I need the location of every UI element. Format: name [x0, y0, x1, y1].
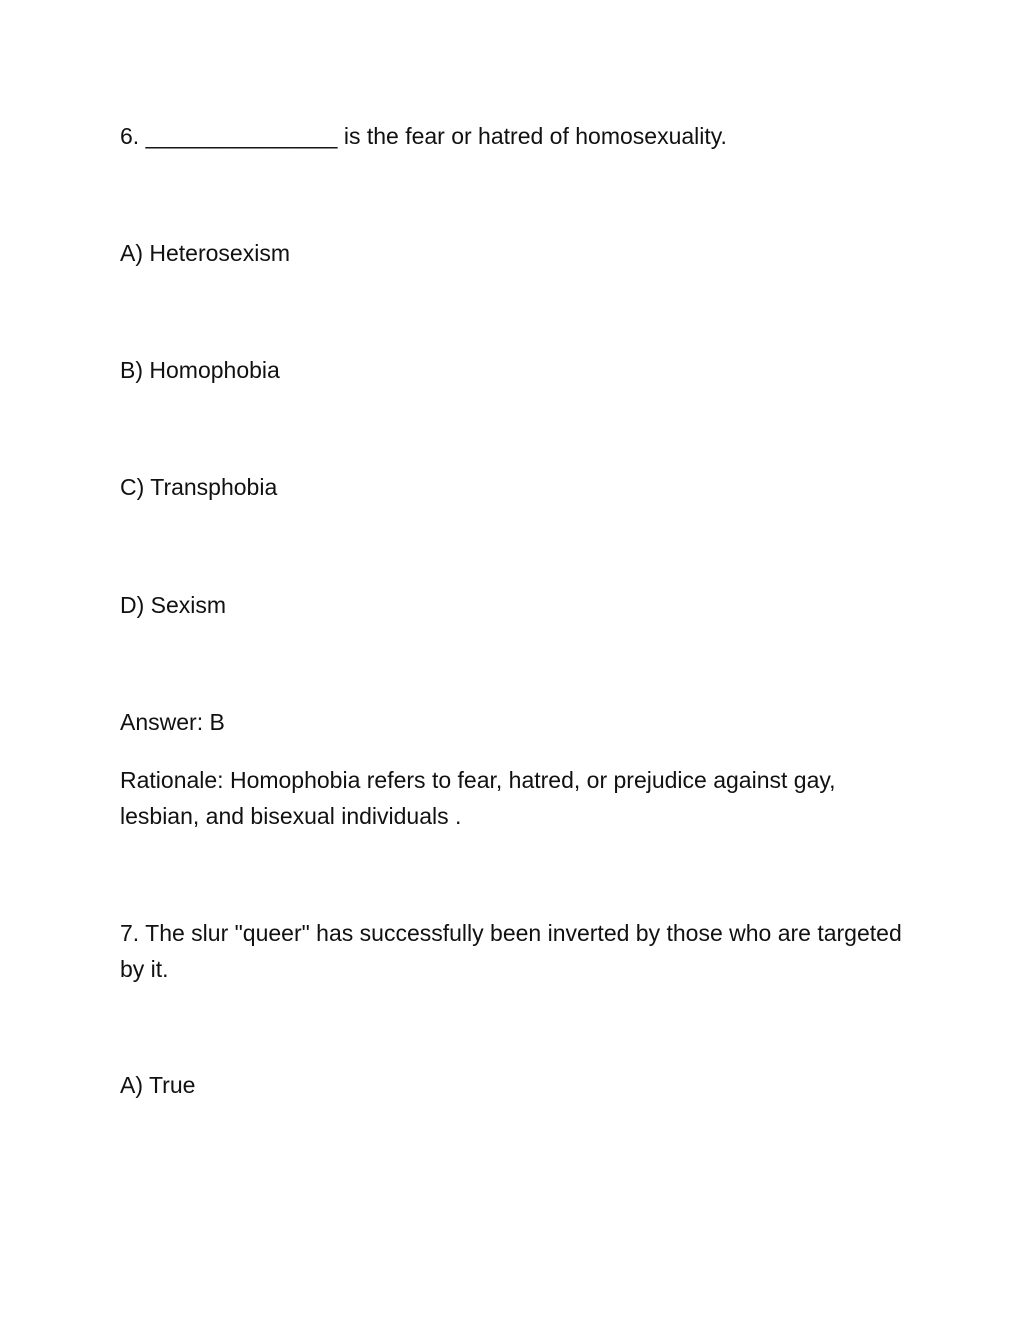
question-6-option-c: C) Transphobia	[120, 474, 278, 500]
question-6-text: 6. _______________ is the fear or hatred of homosexuality.	[120, 123, 727, 149]
question-6-answer: Answer: B	[120, 709, 225, 735]
question-6-rationale: Rationale: Homophobia refers to fear, hatred, or prejudice against gay, lesbian, and bisexual individuals .	[120, 767, 842, 829]
question-6-option-a: A) Heterosexism	[120, 240, 290, 266]
question-7-text: 7. The slur "queer" has successfully been inverted by those who are targeted by it.	[120, 920, 909, 982]
question-6-option-d: D) Sexism	[120, 592, 227, 618]
question-6-option-b: B) Homophobia	[120, 357, 280, 383]
question-7-option-a: A) True	[120, 1072, 196, 1098]
